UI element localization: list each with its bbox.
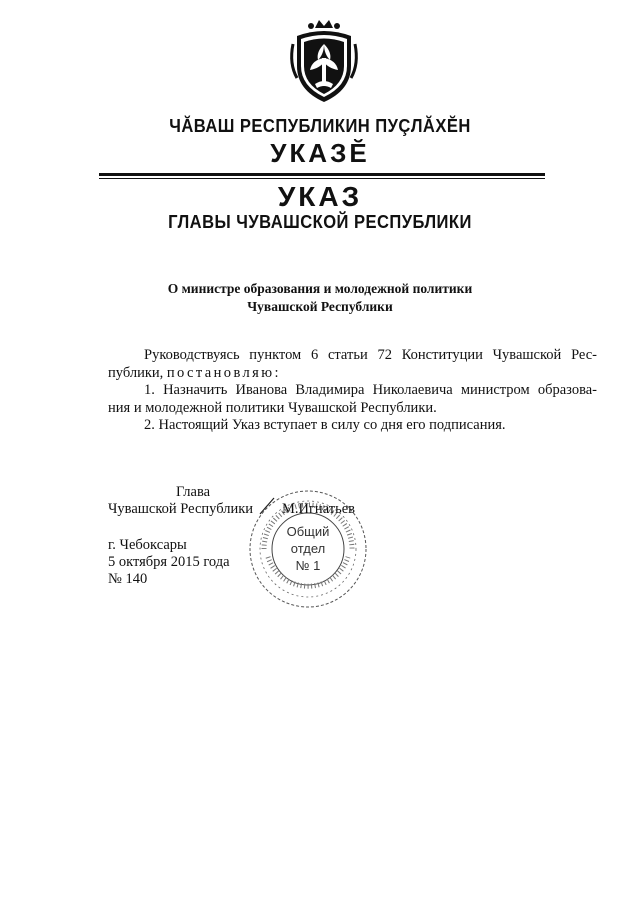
header-divider-thin <box>99 178 545 179</box>
decree-number: № 140 <box>108 571 148 587</box>
resolve-word: постановляю <box>166 365 275 381</box>
stamp-text-2: отдел <box>290 541 326 556</box>
item-1-line-2: ния и молодежной политики Чувашской Республики. <box>108 400 437 416</box>
decree-subject-line-1: О министре образования и молодежной политики <box>167 281 473 296</box>
item-1-text: 1. Назначить Иванова Владимира Николаевича министром образова- <box>144 382 597 398</box>
chuvash-title: ЧĂВАШ РЕСПУБЛИКИН ПУÇЛĂХĔН <box>169 116 471 136</box>
russian-doc-type: УКАЗ <box>277 181 363 212</box>
signatory-name: М.Игнатьев <box>282 501 355 517</box>
russian-title: ГЛАВЫ ЧУВАШСКОЙ РЕСПУБЛИКИ <box>168 212 472 232</box>
preamble-line-2 <box>108 364 278 382</box>
item-1-line-1 <box>108 381 597 399</box>
preamble-colon: : <box>274 365 279 381</box>
signature-icon <box>258 496 278 518</box>
issue-city: г. Чебоксары <box>108 537 187 553</box>
stamp-text-1: Общий <box>286 524 330 539</box>
header-divider-thick <box>99 173 545 176</box>
signatory-position-1: Глава <box>176 484 211 500</box>
preamble-line-1 <box>108 346 597 364</box>
signatory-position-2: Чувашской Республики <box>108 501 254 517</box>
chuvash-doc-type: УКАЗĔ <box>270 138 370 168</box>
item-2: 2. Настоящий Указ вступает в силу со дня его подписания. <box>144 417 506 433</box>
preamble-text-2: публики, <box>108 365 167 381</box>
stamp-text-3: № 1 <box>295 558 321 573</box>
issue-date: 5 октября 2015 года <box>108 554 230 570</box>
chuvash-coat-of-arms-icon <box>287 14 361 106</box>
decree-subject-line-2: Чувашской Республики <box>247 299 393 314</box>
preamble-text: Руководствуясь пунктом 6 статьи 72 Конституции Чувашской Рес- <box>144 347 597 363</box>
